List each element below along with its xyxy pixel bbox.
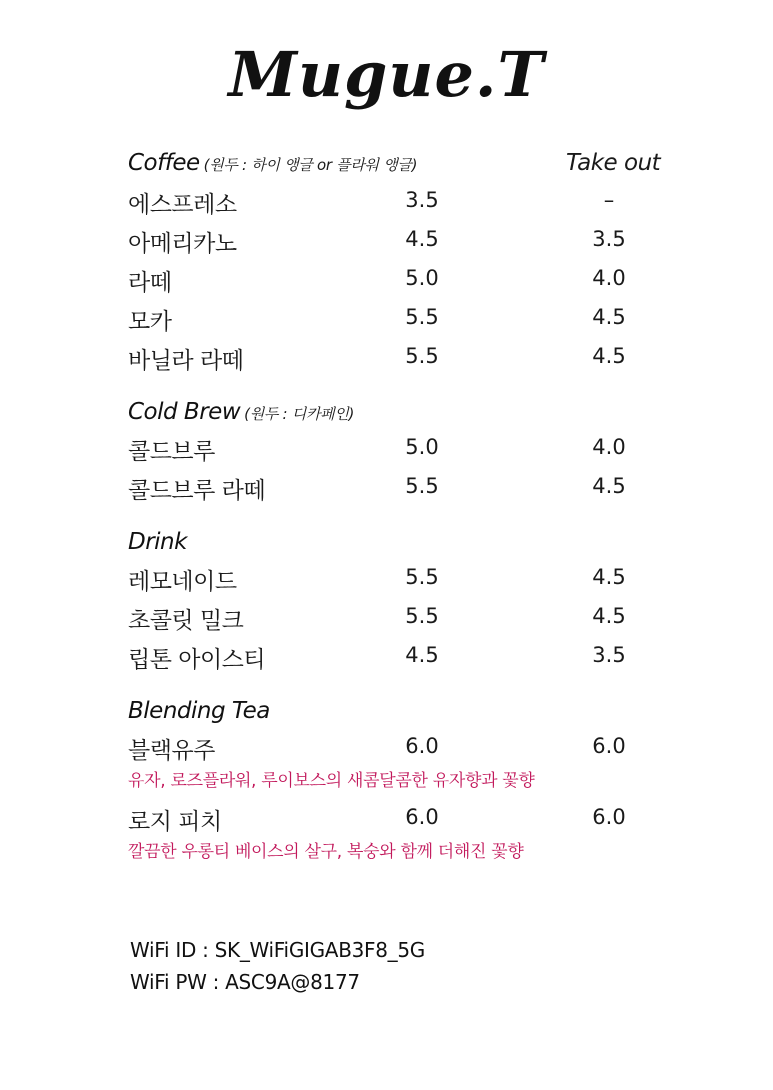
section-drink — [128, 529, 668, 676]
item-name: 콜드브루 라떼 — [128, 478, 266, 504]
menu-item — [128, 799, 668, 838]
menu-item — [128, 598, 668, 637]
section-title: Cold Brew — [128, 399, 241, 425]
section-header — [128, 529, 668, 559]
section-blending-tea — [128, 698, 668, 870]
wifi-id: WiFi ID : SK_WiFiGIGAB3F8_5G — [130, 938, 425, 962]
menu-item — [128, 468, 668, 507]
item-takeout-price: 3.5 — [592, 643, 626, 667]
item-name: 레모네이드 — [128, 569, 237, 595]
item-takeout-price: 6.0 — [592, 734, 626, 758]
wifi-info — [130, 938, 425, 1002]
item-name: 블랙유주 — [128, 738, 215, 764]
item-price: 5.0 — [405, 266, 439, 290]
item-takeout-price: 4.5 — [592, 305, 626, 329]
item-price: 6.0 — [405, 734, 439, 758]
cafe-logo: Mugue.T — [228, 38, 545, 111]
item-name: 아메리카노 — [128, 231, 237, 257]
item-takeout-price: 4.0 — [592, 266, 626, 290]
item-price: 5.5 — [405, 344, 439, 368]
item-takeout-price: 4.5 — [592, 474, 626, 498]
section-title: Coffee — [128, 150, 200, 176]
menu-item — [128, 559, 668, 598]
item-name: 에스프레소 — [128, 192, 237, 218]
section-header — [128, 399, 668, 429]
item-takeout-price: 4.0 — [592, 435, 626, 459]
menu-list — [128, 150, 668, 892]
item-name: 로지 피치 — [128, 809, 222, 835]
item-price: 5.5 — [405, 474, 439, 498]
section-cold-brew — [128, 399, 668, 507]
menu-item — [128, 182, 668, 221]
item-takeout-price: 6.0 — [592, 805, 626, 829]
item-description: 깔끔한 우롱티 베이스의 살구, 복숭와 함께 더해진 꽃향 — [128, 842, 524, 862]
section-header — [128, 150, 668, 182]
item-takeout-price: 3.5 — [592, 227, 626, 251]
section-title: Blending Tea — [128, 698, 270, 724]
takeout-column-header: Take out — [566, 150, 661, 176]
menu-item — [128, 637, 668, 676]
item-price: 5.5 — [405, 305, 439, 329]
item-price: 4.5 — [405, 227, 439, 251]
item-takeout-price: 4.5 — [592, 604, 626, 628]
menu-item — [128, 299, 668, 338]
item-takeout-price: 4.5 — [592, 565, 626, 589]
item-price: 5.0 — [405, 435, 439, 459]
item-takeout-price: 4.5 — [592, 344, 626, 368]
wifi-password: WiFi PW : ASC9A@8177 — [130, 970, 360, 994]
menu-item — [128, 429, 668, 468]
item-price: 5.5 — [405, 565, 439, 589]
section-note: (원두 : 디카페인) — [244, 405, 355, 423]
menu-item — [128, 260, 668, 299]
item-price: 4.5 — [405, 643, 439, 667]
section-coffee — [128, 150, 668, 377]
menu-item — [128, 221, 668, 260]
item-takeout-price: – — [603, 188, 615, 212]
item-price: 6.0 — [405, 805, 439, 829]
menu-item — [128, 338, 668, 377]
item-description: 유자, 로즈플라워, 루이보스의 새콤달콤한 유자향과 꽃향 — [128, 771, 535, 791]
item-name: 초콜릿 밀크 — [128, 608, 244, 634]
section-note: (원두 : 하이 앵글 or 플라워 앵글) — [203, 156, 418, 174]
item-price: 5.5 — [405, 604, 439, 628]
item-name: 라떼 — [128, 270, 172, 296]
item-name: 바닐라 라떼 — [128, 348, 244, 374]
section-title: Drink — [128, 529, 187, 555]
item-price: 3.5 — [405, 188, 439, 212]
section-header — [128, 698, 668, 728]
item-name: 모카 — [128, 309, 172, 335]
menu-item — [128, 728, 668, 767]
item-name: 립톤 아이스티 — [128, 647, 266, 673]
item-name: 콜드브루 — [128, 439, 215, 465]
